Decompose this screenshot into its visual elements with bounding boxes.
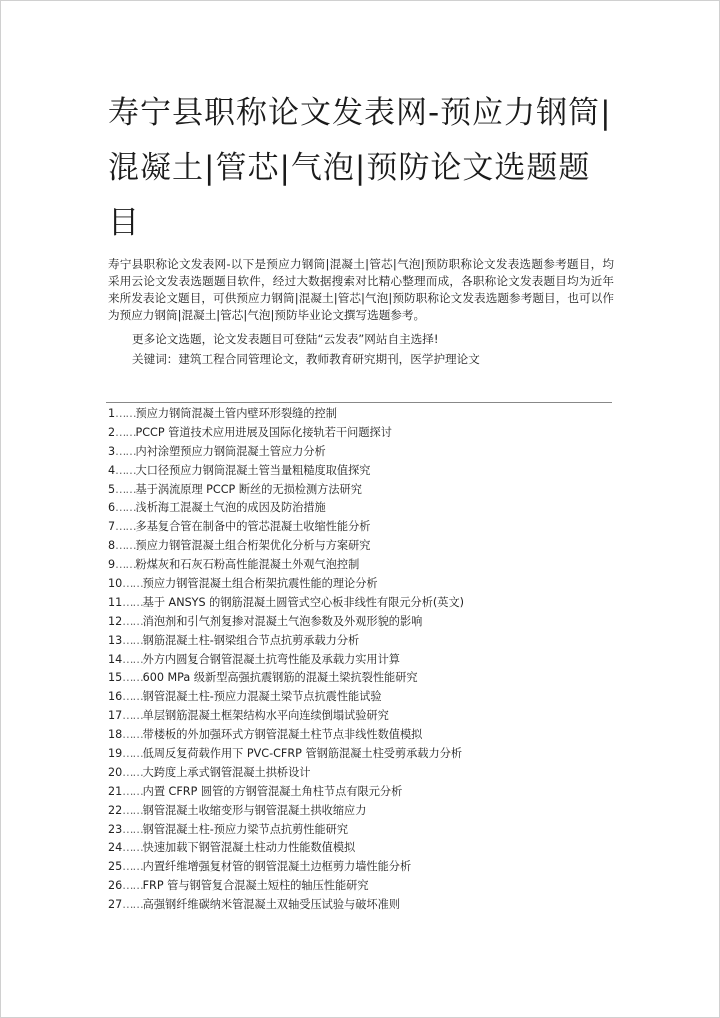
topic-list <box>108 405 618 915</box>
item-title: 钢管混凝土柱-预应力梁节点抗剪性能研究 <box>142 822 349 836</box>
list-item <box>108 839 618 858</box>
item-leader-dots: …… <box>122 841 143 855</box>
item-title: 钢管混凝土收缩变形与钢管混凝土拱收缩应力 <box>142 803 367 817</box>
item-title: 多基复合管在制备中的管芯混凝土收缩性能分析 <box>135 520 371 534</box>
item-leader-dots: …… <box>115 444 136 458</box>
item-title: 大口径预应力钢筒混凝土管当量粗糙度取值探究 <box>135 463 371 477</box>
list-item <box>108 499 618 518</box>
item-number: 17 <box>108 709 123 723</box>
item-title: 预应力钢管混凝土组合桁架抗震性能的理论分析 <box>142 577 378 591</box>
item-number: 13 <box>108 633 123 647</box>
list-item <box>108 745 618 764</box>
page-title: 寿宁县职称论文发表网-预应力钢筒|混凝土|管芯|气泡|预防论文选题题目 <box>108 95 612 241</box>
list-item <box>108 443 618 462</box>
item-leader-dots: …… <box>122 577 143 591</box>
item-title: 低周反复荷载作用下 PVC-CFRP 管钢筋混凝土柱受剪承载力分析 <box>142 747 463 761</box>
item-leader-dots: …… <box>122 784 143 798</box>
list-item <box>108 896 618 915</box>
item-title: 钢管混凝土柱-预应力混凝土梁节点抗震性能试验 <box>142 690 382 704</box>
item-number: 23 <box>108 822 123 836</box>
item-title: 快速加载下钢管混凝土柱动力性能数值模拟 <box>142 841 356 855</box>
item-number: 4 <box>108 463 116 477</box>
item-leader-dots: …… <box>122 652 143 666</box>
item-leader-dots: …… <box>115 482 136 496</box>
list-item <box>108 537 618 556</box>
item-title: FRP 管与钢管复合混凝土短柱的轴压性能研究 <box>142 879 369 893</box>
item-title: 预应力钢管混凝土组合桁架优化分析与方案研究 <box>135 539 371 553</box>
item-title: 内衬涂塑预应力钢筒混凝土管应力分析 <box>135 444 326 458</box>
list-item <box>108 424 618 443</box>
item-title: PCCP 管道技术应用进展及国际化接轨若干问题探讨 <box>135 425 392 439</box>
item-leader-dots: …… <box>115 558 136 572</box>
item-number: 16 <box>108 690 123 704</box>
item-leader-dots: …… <box>115 501 136 515</box>
item-number: 3 <box>108 444 116 458</box>
item-leader-dots: …… <box>122 633 143 647</box>
item-number: 9 <box>108 558 116 572</box>
item-number: 11 <box>108 595 123 609</box>
item-leader-dots: …… <box>122 671 143 685</box>
item-title: 大跨度上承式钢管混凝土拱桥设计 <box>142 765 311 779</box>
item-title: 带楼板的外加强环式方钢管混凝土柱节点非线性数值模拟 <box>142 728 423 742</box>
intro-paragraph: 寿宁县职称论文发表网-以下是预应力钢筒|混凝土|管芯|气泡|预防职称论文发表选题参考题目，均采用云论文发表选题题目软件，经过大数据搜索对比精心整理而成，各职称论文发表题目均为近年来所发表论文题目，可供预应力钢筒|混凝土|管芯|气泡|预防职称论文发表选题参考题目，也可以作为预应力钢筒|混凝土|管芯|气泡|预防毕业论文撰写选题参考。 <box>108 257 614 322</box>
list-item <box>108 877 618 896</box>
list-item <box>108 613 618 632</box>
item-title: 600 MPa 级新型高强抗震钢筋的混凝土梁抗裂性能研究 <box>142 671 418 685</box>
item-number: 26 <box>108 879 123 893</box>
item-leader-dots: …… <box>122 595 143 609</box>
item-leader-dots: …… <box>115 520 136 534</box>
item-leader-dots: …… <box>122 879 143 893</box>
list-item <box>108 821 618 840</box>
keywords-line: 关键词：建筑工程合同管理论文，教师教育研究期刊，医学护理论文 <box>132 352 480 366</box>
item-number: 19 <box>108 747 123 761</box>
item-number: 1 <box>108 407 116 420</box>
item-title: 内置纤维增强复材管的钢管混凝土边框剪力墙性能分析 <box>142 860 412 874</box>
item-leader-dots: …… <box>115 463 136 477</box>
item-title: 浅析海工混凝土气泡的成因及防治措施 <box>135 501 326 515</box>
list-item <box>108 651 618 670</box>
item-title: 基于 ANSYS 的钢筋混凝土圆管式空心板非线性有限元分析(英文) <box>142 595 465 609</box>
item-leader-dots: …… <box>122 747 143 761</box>
list-item <box>108 858 618 877</box>
list-item <box>108 726 618 745</box>
item-number: 20 <box>108 765 123 779</box>
item-number: 10 <box>108 577 123 591</box>
item-title: 基于涡流原理 PCCP 断丝的无损检测方法研究 <box>135 482 362 496</box>
list-item <box>108 594 618 613</box>
item-title: 高强钢纤维碳纳米管混凝土双轴受压试验与破坏准则 <box>142 898 400 912</box>
item-leader-dots: …… <box>122 898 143 912</box>
list-item <box>108 462 618 481</box>
item-number: 25 <box>108 860 123 874</box>
list-item <box>108 632 618 651</box>
list-item <box>108 669 618 688</box>
item-number: 8 <box>108 539 116 553</box>
list-item <box>108 575 618 594</box>
item-number: 15 <box>108 671 123 685</box>
item-number: 24 <box>108 841 123 855</box>
item-title: 消泡剂和引气剂复掺对混凝土气泡参数及外观形貌的影响 <box>142 614 423 628</box>
item-title: 内置 CFRP 圆管的方钢管混凝土角柱节点有限元分析 <box>142 784 403 798</box>
item-leader-dots: …… <box>122 728 143 742</box>
item-number: 18 <box>108 728 123 742</box>
list-item <box>108 518 618 537</box>
item-title: 外方内圆复合钢管混凝土抗弯性能及承载力实用计算 <box>142 652 400 666</box>
item-number: 27 <box>108 898 123 912</box>
item-leader-dots: …… <box>115 407 136 420</box>
item-number: 14 <box>108 652 123 666</box>
item-number: 21 <box>108 784 123 798</box>
divider <box>106 402 612 403</box>
list-item <box>108 783 618 802</box>
list-item <box>108 707 618 726</box>
item-leader-dots: …… <box>122 709 143 723</box>
list-item <box>108 556 618 575</box>
item-leader-dots: …… <box>122 860 143 874</box>
item-title: 钢筋混凝土柱-钢梁组合节点抗剪承载力分析 <box>142 633 360 647</box>
item-leader-dots: …… <box>122 803 143 817</box>
list-item <box>108 764 618 783</box>
item-number: 5 <box>108 482 116 496</box>
item-leader-dots: …… <box>115 425 136 439</box>
item-number: 2 <box>108 425 116 439</box>
item-leader-dots: …… <box>122 765 143 779</box>
item-title: 预应力钢筒混凝土管内壁环形裂缝的控制 <box>135 407 337 420</box>
item-number: 6 <box>108 501 116 515</box>
item-title: 单层钢筋混凝土框架结构水平向连续倒塌试验研究 <box>142 709 389 723</box>
more-topics-note: 更多论文选题，论文发表题目可登陆“云发表”网站自主选择! <box>132 332 439 346</box>
item-number: 12 <box>108 614 123 628</box>
item-leader-dots: …… <box>122 690 143 704</box>
item-number: 7 <box>108 520 116 534</box>
item-leader-dots: …… <box>122 614 143 628</box>
list-item <box>108 481 618 500</box>
item-title: 粉煤灰和石灰石粉高性能混凝土外观气泡控制 <box>135 558 360 572</box>
list-item <box>108 405 618 424</box>
item-leader-dots: …… <box>115 539 136 553</box>
item-leader-dots: …… <box>122 822 143 836</box>
list-item <box>108 688 618 707</box>
list-item <box>108 802 618 821</box>
item-number: 22 <box>108 803 123 817</box>
